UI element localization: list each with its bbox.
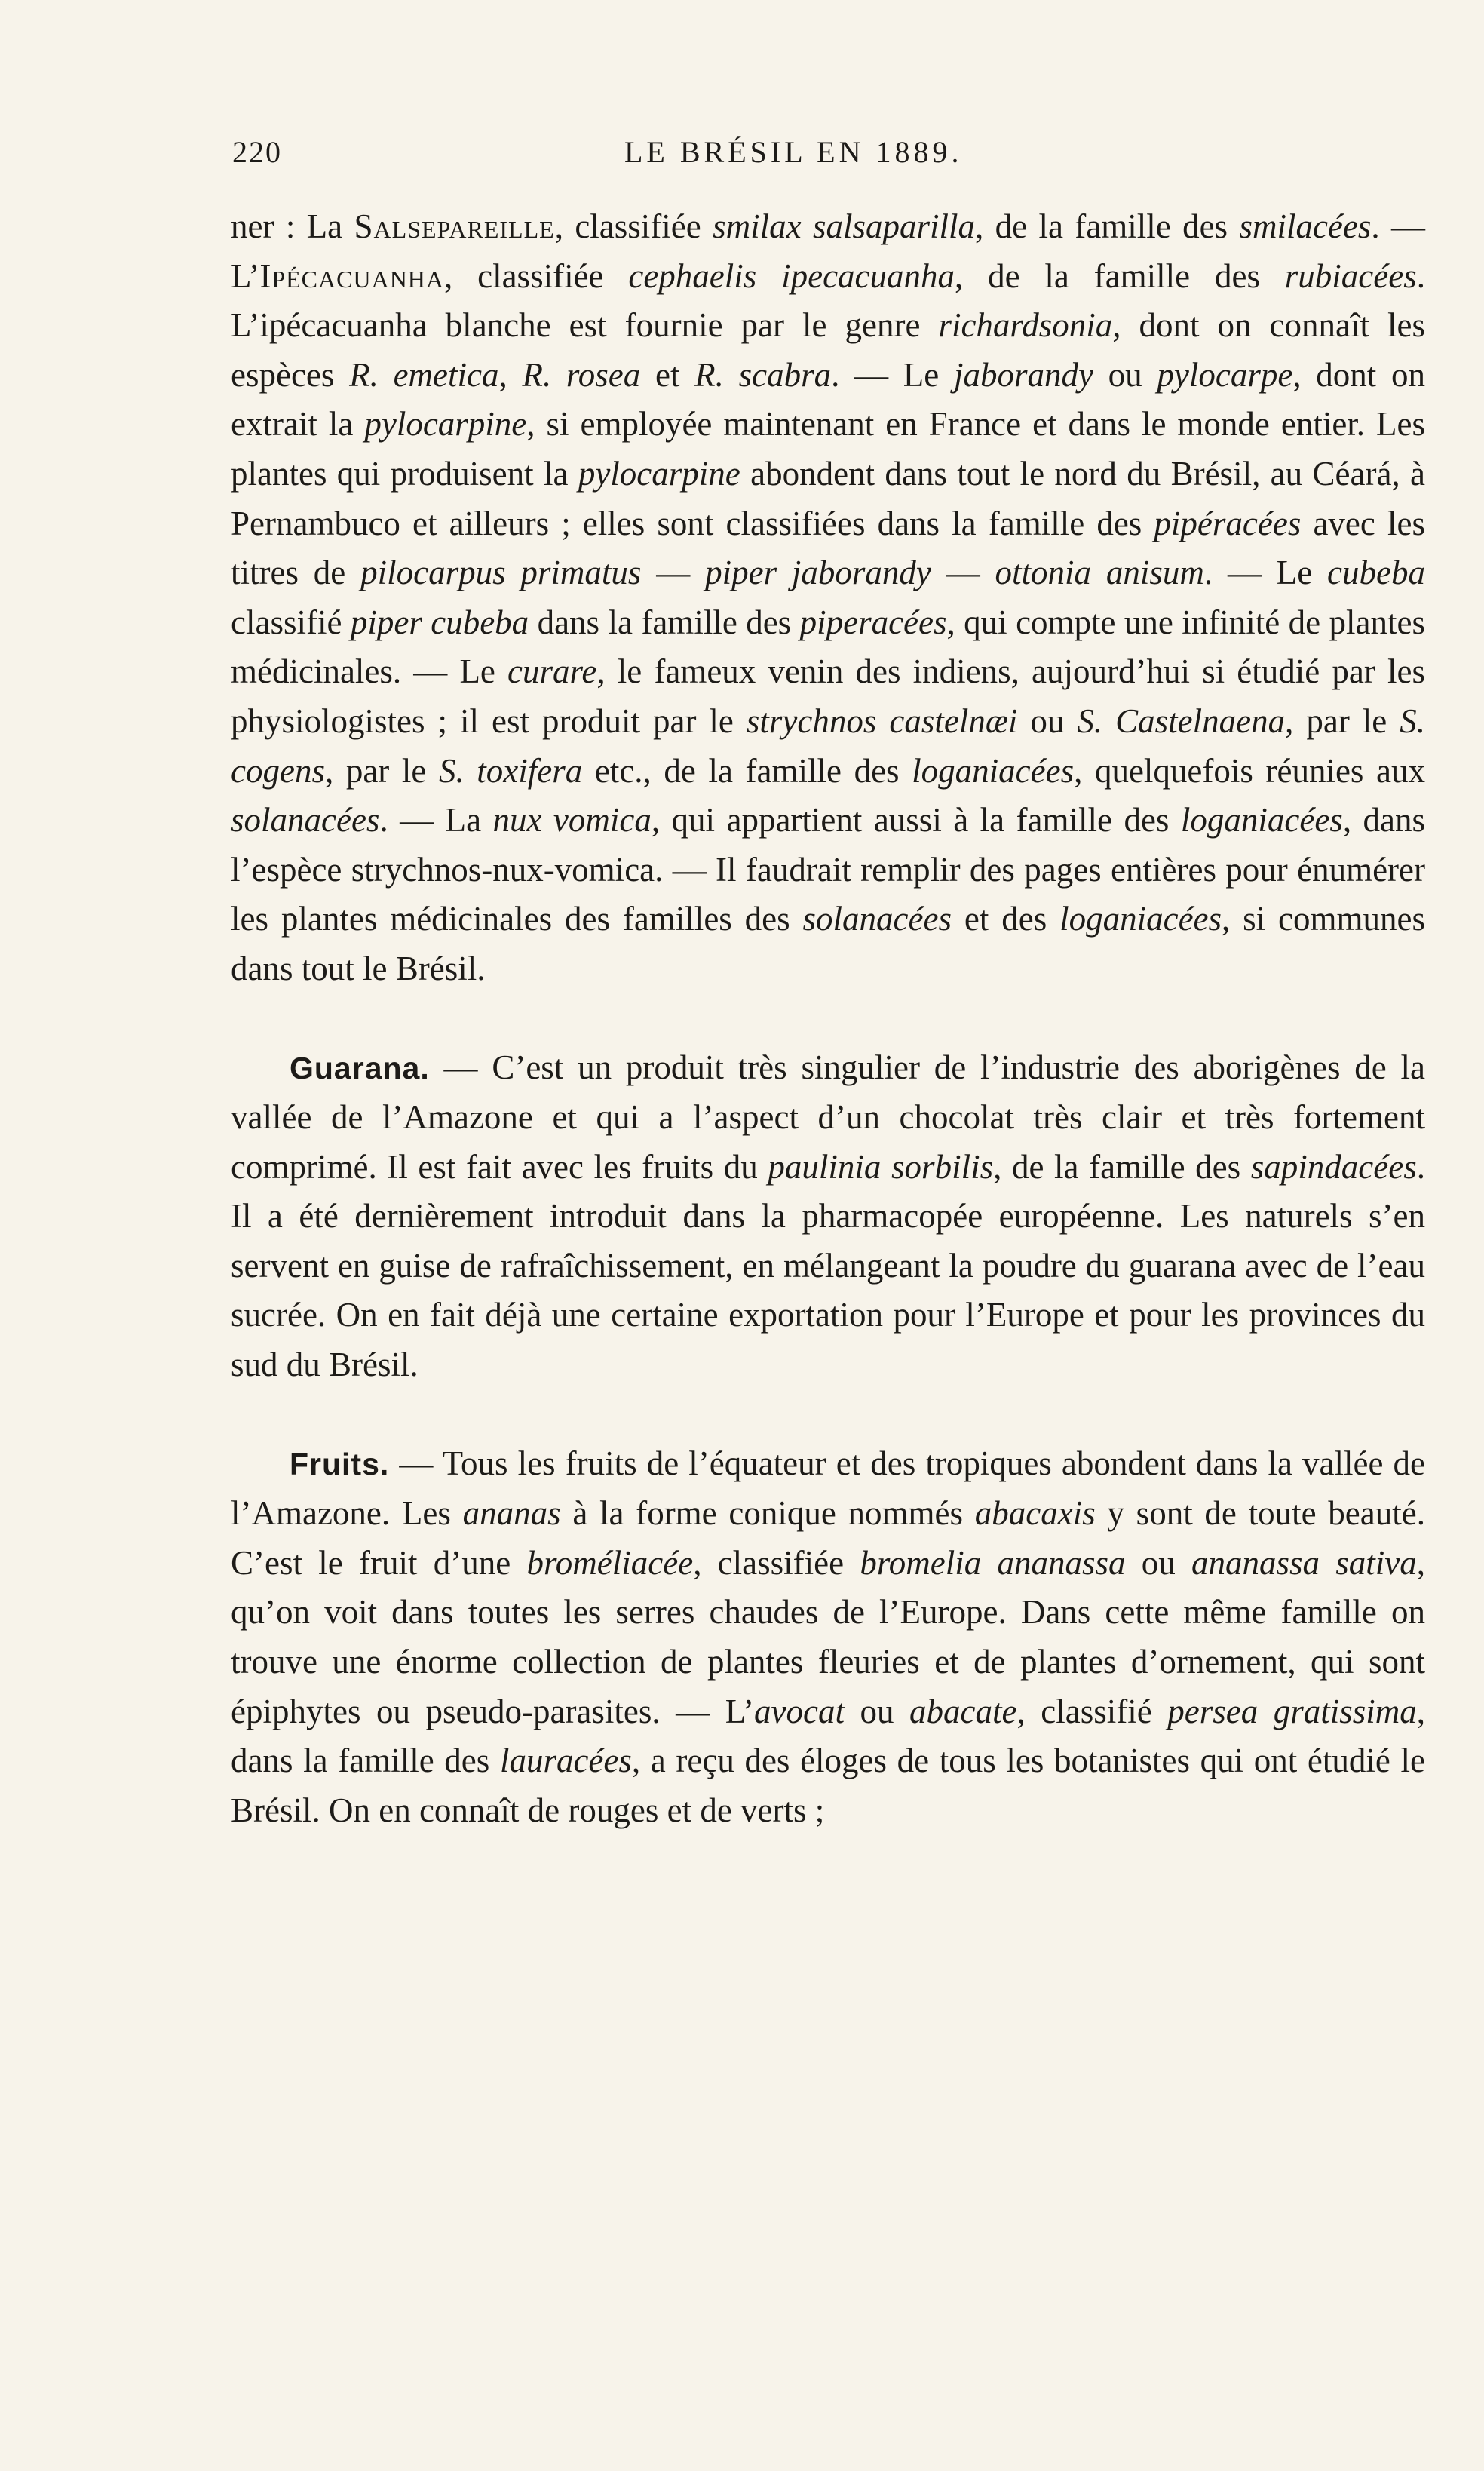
botanical-name: curare <box>507 652 597 691</box>
paragraph-medicinal-plants <box>231 202 1425 994</box>
text-run: , dont on extrait la <box>231 355 1425 444</box>
botanical-name: pilocarpus primatus <box>360 554 642 592</box>
botanical-name: loganiacées <box>1180 801 1343 840</box>
botanical-name: abacaxis <box>974 1494 1096 1533</box>
botanical-name: S. toxifera <box>438 751 583 790</box>
text-run: , si employée maintenant en France et dans le monde entier. Les plantes qui produisent la <box>231 405 1425 493</box>
text-run: à la forme conique nommés <box>560 1494 975 1533</box>
botanical-name: piperacées <box>799 603 947 641</box>
text-run: . — La <box>379 801 493 840</box>
botanical-name: piper cubeba <box>350 603 529 641</box>
text-run: ou <box>1017 701 1078 740</box>
text-run: — C’est un produit très singulier de l’industrie des aborigènes de la vallée de l’Amazone et qui a l’aspect d’un chocolat très clair et très fortement comprimé. Il est fait avec les fruits du <box>231 1048 1425 1186</box>
text-run: — <box>931 554 995 592</box>
botanical-name: nux vomica <box>492 801 652 840</box>
botanical-name: pylocarpe <box>1157 355 1293 394</box>
text-run: , classifiée <box>554 207 713 245</box>
botanical-name: solanacées <box>802 900 952 938</box>
text-run: — <box>641 554 706 592</box>
text-run: , le fameux venin des indiens, aujourd’hui si étudié par les physiologistes ; il est produit par le <box>231 652 1425 740</box>
botanical-name: persea gratissima <box>1167 1692 1417 1730</box>
botanical-name: solanacées <box>231 801 380 840</box>
paragraph-fruits <box>231 1439 1425 1836</box>
text-run: y sont de toute beauté. C’est le fruit d’une <box>231 1494 1425 1582</box>
botanical-name: S. Castelnaena <box>1077 701 1286 740</box>
text-run: classifié <box>231 603 351 641</box>
text-run: , par le <box>324 751 439 790</box>
botanical-name: smilax salsaparilla <box>713 207 975 245</box>
text-run: abondent dans tout le nord du Brésil, au Céará, à Pernambuco et ailleurs ; elles sont classifiées dans la famille des <box>231 454 1425 542</box>
text-run: , a reçu des éloges de tous les botanistes qui ont étudié le Brésil. On en connaît de rouges et de verts ; <box>231 1742 1425 1829</box>
text-run: , de la famille des <box>955 256 1285 295</box>
botanical-name: avocat <box>754 1692 845 1730</box>
text-run: avec les titres de <box>231 504 1425 592</box>
botanical-name: R. emetica <box>349 355 499 394</box>
text-run: et des <box>952 900 1060 938</box>
plant-name-smallcaps: Ipécacuanha <box>259 256 445 295</box>
botanical-name: piper jaborandy <box>705 554 931 592</box>
section-heading-guarana: Guarana. <box>290 1050 430 1085</box>
text-run: , de la famille des <box>993 1147 1251 1186</box>
botanical-name: pylocarpine <box>578 454 740 493</box>
botanical-name: abacate <box>909 1692 1017 1730</box>
botanical-name: ananas <box>462 1494 561 1533</box>
botanical-name: ananassa sativa <box>1191 1543 1417 1582</box>
botanical-name: S. cogens <box>231 701 1426 790</box>
botanical-name: lauracées <box>499 1742 632 1780</box>
text-run: . — Le <box>1203 554 1328 592</box>
text-run: , de la famille des <box>975 207 1240 245</box>
running-title: LE BRÉSIL EN 1889. <box>624 135 963 169</box>
text-run: . — L’ <box>231 207 1426 295</box>
text-run: . L’ipécacuanha blanche est fournie par le genre <box>231 256 1425 345</box>
paragraph-guarana <box>231 1043 1425 1390</box>
botanical-name: cubeba <box>1327 554 1425 592</box>
text-run: ou <box>1125 1543 1191 1582</box>
text-run: , classifié <box>1016 1692 1168 1730</box>
body-text <box>231 202 1425 1835</box>
text-run: et <box>640 355 695 394</box>
page-header <box>232 134 1424 180</box>
text-run: , quelquefois réunies aux <box>1074 751 1426 790</box>
text-run: , par le <box>1285 701 1400 740</box>
text-run: , qu’on voit dans toutes les serres chaudes de l’Europe. Dans cette même famille on trouve une énorme collection de plantes fleuries et de plantes d’ornement, qui sont épiphytes ou pseudo-parasites. — L’ <box>231 1543 1426 1730</box>
botanical-name: R. scabra <box>694 355 832 394</box>
botanical-name: cephaelis ipecacuanha <box>628 256 955 295</box>
text-run: , classifiée <box>444 256 629 295</box>
text-run: — Tous les fruits de l’équateur et des tropiques abondent dans la vallée de l’Amazone. Les <box>231 1444 1425 1533</box>
text-run: , dont on connaît les espèces <box>231 306 1425 394</box>
botanical-name: pipéracées <box>1154 504 1302 542</box>
botanical-name: pylocarpine <box>364 405 527 444</box>
text-run: ou <box>845 1692 910 1730</box>
text-run: , <box>498 355 523 394</box>
text-run: , qui appartient aussi à la famille des <box>651 801 1181 840</box>
botanical-name: smilacées <box>1239 207 1372 245</box>
botanical-name: richardsonia <box>938 306 1113 345</box>
text-run: , qui compte une infinité de plantes médicinales. — Le <box>231 603 1426 691</box>
section-heading-fruits: Fruits. <box>290 1446 390 1481</box>
botanical-name: ottonia anisum <box>995 554 1204 592</box>
text-run: , dans l’espèce strychnos-nux-vomica. — Il faudrait remplir des pages entières pour énumérer les plantes médicinales des familles des <box>231 801 1425 938</box>
botanical-name: paulinia sorbilis <box>768 1147 994 1186</box>
text-run: , dans la famille des <box>231 1692 1426 1780</box>
text-run: etc., de la famille des <box>582 751 912 790</box>
botanical-name: loganiacées <box>912 751 1075 790</box>
text-run: , si communes dans tout le Brésil. <box>231 900 1426 987</box>
botanical-name: loganiacées <box>1059 900 1222 938</box>
botanical-name: strychnos castelnæi <box>746 701 1018 740</box>
text-run: . Il a été dernièrement introduit dans la pharmacopée européenne. Les naturels s’en servent en guise de rafraîchissement, en mélangeant la poudre du guarana avec de l’eau sucrée. On en fait déjà une certaine exportation pour l’Europe et pour les provinces du sud du Brésil. <box>231 1147 1425 1384</box>
botanical-name: broméliacée <box>526 1543 694 1582</box>
botanical-name: bromelia ananassa <box>860 1543 1126 1582</box>
botanical-name: R. rosea <box>522 355 641 394</box>
botanical-name: sapindacées <box>1250 1147 1417 1186</box>
botanical-name: jaborandy <box>953 355 1093 394</box>
page-number: 220 <box>232 135 282 169</box>
text-run: ner : La <box>231 207 354 245</box>
text-run: ou <box>1093 355 1157 394</box>
text-run: . — Le <box>831 355 954 394</box>
plant-name-smallcaps: Salsepareille <box>354 207 555 245</box>
text-run: , classifiée <box>693 1543 860 1582</box>
text-run: dans la famille des <box>529 603 800 641</box>
botanical-name: rubiacées <box>1284 256 1417 295</box>
